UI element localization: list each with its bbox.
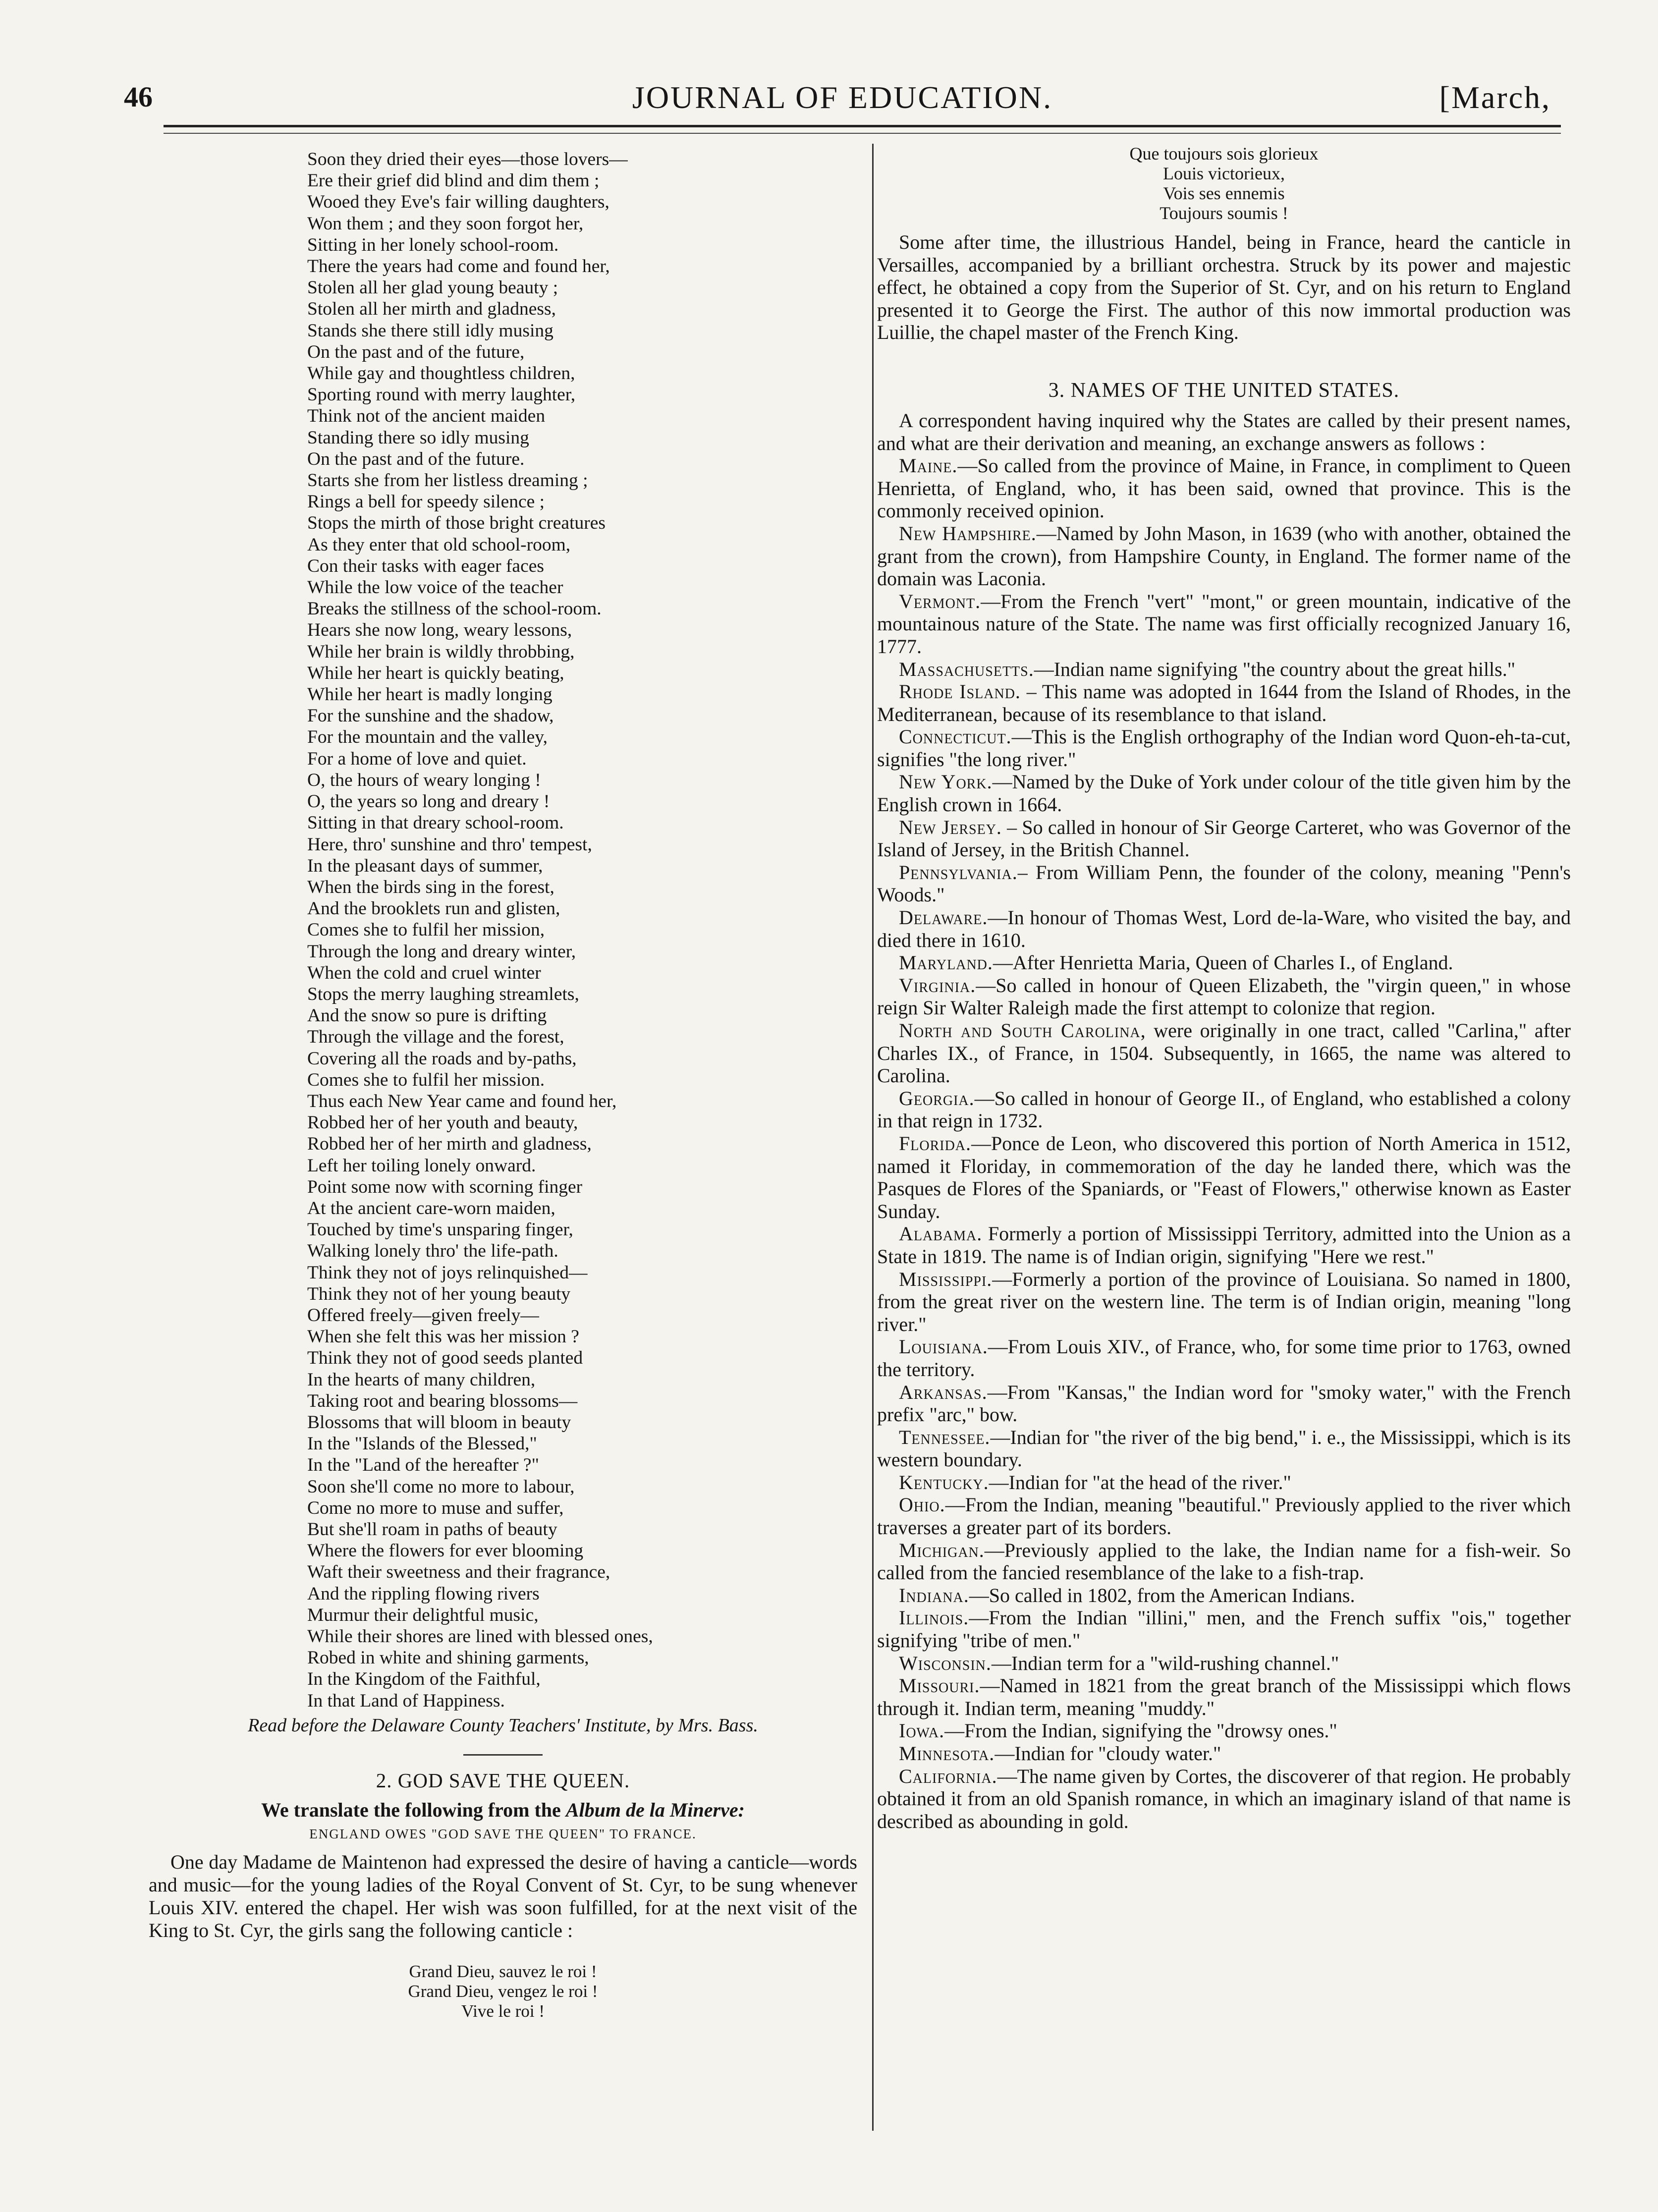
section-3-title: 3. NAMES OF THE UNITED STATES. xyxy=(1048,379,1400,402)
poem-line: As they enter that old school-room, xyxy=(307,534,571,555)
state-description: —So called in honour of George II., of England, who established a colony in that reign in 1732. xyxy=(877,1087,1571,1132)
poem-line: Think they not of joys relinquished— xyxy=(307,1262,588,1283)
handel-paragraph: Some after time, the illustrious Handel, being in France, heard the canticle in Versailles, accompanied by a brilliant orchestra. Struck by its power and majestic effect, he obtained a copy from the Superior of St. Cyr, and on his return to England presented it to George the First. The author of this now immortal production was Luillie, the chapel master of the French King. xyxy=(877,231,1571,344)
poem-line: Robed in white and shining garments, xyxy=(307,1648,589,1668)
state-entry xyxy=(877,658,1571,681)
state-name: Delaware. xyxy=(899,906,988,929)
state-description: —Indian term for a "wild-rushing channel." xyxy=(991,1652,1339,1674)
poem-line: Sitting in her lonely school-room. xyxy=(307,234,559,255)
verse-line: Vive le roi ! xyxy=(461,2001,545,2021)
state-entry xyxy=(877,1606,1571,1652)
verse-line: Louis victorieux, xyxy=(1163,164,1285,183)
state-description: —Named by the Duke of York under colour of the title given him by the English crown in 1664. xyxy=(877,771,1571,816)
poem-line: Wooed they Eve's fair willing daughters, xyxy=(307,192,609,213)
poem-line: Through the long and dreary winter, xyxy=(307,941,576,962)
poem-line: Comes she to fulfil her mission, xyxy=(307,920,545,940)
state-description: – From William Penn, the founder of the colony, meaning "Penn's Woods." xyxy=(877,861,1571,906)
poem-line: Murmur their delightful music, xyxy=(307,1604,539,1625)
state-entry xyxy=(877,1471,1571,1494)
poem-line: Rings a bell for speedy silence ; xyxy=(307,492,545,512)
state-name: Florida. xyxy=(899,1132,972,1155)
poem-line: While her heart is madly longing xyxy=(307,684,553,705)
state-entry xyxy=(877,522,1571,590)
right-column xyxy=(877,144,1571,1832)
poem-line: Where the flowers for ever blooming xyxy=(307,1541,584,1561)
poem-line: Robbed her of her mirth and gladness, xyxy=(307,1134,592,1155)
state-description: —Previously applied to the lake, the Indian name for a fish-weir. So called from the fancied resemblance of the lake to a fish-trap. xyxy=(877,1539,1571,1584)
state-entry xyxy=(877,1381,1571,1426)
poem-line: Stolen all her glad young beauty ; xyxy=(307,277,558,298)
state-name: Virginia. xyxy=(899,974,976,996)
state-description: —After Henrietta Maria, Queen of Charles I., of England. xyxy=(993,951,1453,974)
poem-line: Come no more to muse and suffer, xyxy=(307,1497,564,1518)
poem-line: Taking root and bearing blossoms— xyxy=(307,1390,578,1411)
state-name: Georgia. xyxy=(899,1087,975,1109)
state-description: —Indian for "the river of the big bend," i. e., the Mississippi, which is its western boundary. xyxy=(877,1426,1571,1471)
poem-line: While their shores are lined with blessed ones, xyxy=(307,1626,653,1647)
state-description: —Named by John Mason, in 1639 (who with another, obtained the grant from the crown), from Hampshire County, in England. The former name of the domain was Laconia. xyxy=(877,522,1571,590)
poem-line: O, the years so long and dreary ! xyxy=(307,791,550,812)
left-column xyxy=(149,149,857,2021)
state-entry xyxy=(877,951,1571,974)
poem-line: Walking lonely thro' the life-path. xyxy=(307,1241,558,1262)
poem-line: Touched by time's unsparing finger, xyxy=(307,1219,573,1240)
state-entry xyxy=(877,974,1571,1019)
poem-line: When the birds sing in the forest, xyxy=(307,877,554,897)
state-description: —Indian for "at the head of the river." xyxy=(989,1471,1291,1493)
verse-line: Toujours soumis ! xyxy=(1160,203,1288,223)
state-description: —Formerly a portion of the province of Louisiana. So named in 1800, from the great river on the western line. The term is of Indian origin, meaning "long river." xyxy=(877,1268,1571,1335)
poem-line: Through the village and the forest, xyxy=(307,1027,564,1048)
state-entry xyxy=(877,906,1571,951)
state-description: Formerly a portion of Mississippi Territory, admitted into the Union as a State in 1819. The name is of Indian origin, signifying "Here we rest." xyxy=(877,1222,1571,1268)
poem-line: At the ancient care-worn maiden, xyxy=(307,1198,555,1218)
state-name: Tennessee. xyxy=(899,1426,991,1448)
state-name: California. xyxy=(899,1765,997,1787)
poem-line: Hears she now long, weary lessons, xyxy=(307,620,572,641)
verse-line: Vois ses ennemis xyxy=(1163,183,1285,203)
poem-line: Here, thro' sunshine and thro' tempest, xyxy=(307,834,592,855)
section-2-subhead: ENGLAND OWES "GOD SAVE THE QUEEN" TO FRANCE. xyxy=(309,1826,697,1841)
poem-line: And the rippling flowing rivers xyxy=(307,1583,540,1604)
state-name: Minnesota. xyxy=(899,1742,995,1765)
state-name: Rhode Island. xyxy=(899,680,1021,703)
poem-line: For the sunshine and the shadow, xyxy=(307,706,554,726)
state-entry xyxy=(877,1335,1571,1381)
poem-line: In that Land of Happiness. xyxy=(307,1690,505,1711)
state-name: Michigan. xyxy=(899,1539,985,1561)
state-name: Massachusetts. xyxy=(899,658,1034,680)
state-description: —So called from the province of Maine, in France, in compliment to Queen Henrietta, of England, who, it has been said, owned that province. This is the commonly received opinion. xyxy=(877,454,1571,522)
state-entry xyxy=(877,1268,1571,1336)
state-entry xyxy=(877,1493,1571,1539)
section-2-title: 2. GOD SAVE THE QUEEN. xyxy=(376,1769,630,1792)
state-entry xyxy=(877,1674,1571,1719)
poem-line: While gay and thoughtless children, xyxy=(307,363,575,384)
state-entry xyxy=(877,861,1571,906)
state-description: —Indian for "cloudy water." xyxy=(995,1742,1221,1765)
state-name: Iowa. xyxy=(899,1719,945,1742)
poem-line: Starts she from her listless dreaming ; xyxy=(307,470,588,491)
header-rule-thick xyxy=(164,125,1561,127)
state-entry xyxy=(877,590,1571,658)
poem-line: Stops the merry laughing streamlets, xyxy=(307,984,579,1004)
state-entry xyxy=(877,725,1571,771)
poem-line: And the brooklets run and glisten, xyxy=(307,898,560,919)
poem-line: O, the hours of weary longing ! xyxy=(307,770,541,790)
poem-line: Soon she'll come no more to labour, xyxy=(307,1476,575,1497)
poem-line: Point some now with scorning finger xyxy=(307,1176,583,1197)
poem-line: On the past and of the future. xyxy=(307,448,525,469)
state-description: —From the French "vert" "mont," or green mountain, indicative of the mountainous nature of the State. The name was first officially recognized January 16, 1777. xyxy=(877,590,1571,658)
state-description: —In honour of Thomas West, Lord de-la-Ware, who visited the bay, and died there in 1610. xyxy=(877,906,1571,951)
column-divider xyxy=(872,144,874,2131)
poem-line: In the "Land of the hereafter ?" xyxy=(307,1455,539,1476)
state-description: —The name given by Cortes, the discoverer of that region. He probably obtained it from an old Spanish romance, in which an imaginary island of that name is described as abounding in gold. xyxy=(877,1765,1571,1832)
section-3-intro: A correspondent having inquired why the States are called by their present names, and what are their derivation and meaning, an exchange answers as follows : xyxy=(877,409,1571,454)
poem-line: In the Kingdom of the Faithful, xyxy=(307,1669,541,1690)
poem-line: When she felt this was her mission ? xyxy=(307,1327,579,1347)
state-description: —Indian name signifying "the country about the great hills." xyxy=(1034,658,1516,680)
state-entry xyxy=(877,1426,1571,1471)
poem-line: Con their tasks with eager faces xyxy=(307,555,544,576)
state-entry xyxy=(877,816,1571,861)
verse-line: Grand Dieu, sauvez le roi ! xyxy=(409,1961,597,1981)
poem-line: Blossoms that will bloom in beauty xyxy=(307,1412,571,1433)
poem-line: Won them ; and they soon forgot her, xyxy=(307,213,584,234)
state-name: Connecticut. xyxy=(899,725,1012,748)
state-description: —From the Indian "illini," men, and the French suffix "ois," together signifying "tribe of men." xyxy=(877,1606,1571,1652)
state-entry xyxy=(877,1652,1571,1675)
state-name: Maine. xyxy=(899,454,958,477)
poem-line: Think they not of good seeds planted xyxy=(307,1348,583,1369)
state-entry xyxy=(877,680,1571,725)
state-entry xyxy=(877,771,1571,816)
state-description: – So called in honour of Sir George Carteret, who was Governor of the Island of Jersey, in the British Channel. xyxy=(877,816,1571,861)
poem-line: Comes she to fulfil her mission. xyxy=(307,1069,545,1090)
journal-title: JOURNAL OF EDUCATION. xyxy=(632,80,1053,115)
state-name: Missouri. xyxy=(899,1674,980,1697)
state-description: —So called in honour of Queen Elizabeth, the "virgin queen," in whose reign Sir Walter Raleigh made the first attempt to colonize that region. xyxy=(877,974,1571,1019)
state-name: New Hampshire. xyxy=(899,522,1037,545)
state-description: —From the Indian, meaning "beautiful." Previously applied to the river which traverses a greater part of its borders. xyxy=(877,1493,1571,1539)
state-name: New York. xyxy=(899,771,993,793)
poem-line: There the years had come and found her, xyxy=(307,256,610,277)
state-name: New Jersey. xyxy=(899,816,1002,838)
poem-byline: Read before the Delaware County Teachers' Institute, by Mrs. Bass. xyxy=(248,1714,758,1736)
section-2-intro xyxy=(149,1798,857,1822)
poem-line: Standing there so idly musing xyxy=(307,427,529,448)
poem xyxy=(307,149,857,1712)
poem-line: Soon they dried their eyes—those lovers— xyxy=(307,149,628,169)
state-description: —This is the English orthography of the Indian word Quon-eh-ta-cut, signifies "the long river." xyxy=(877,725,1571,771)
state-name: Vermont. xyxy=(899,590,981,612)
section-2-paragraph: One day Madame de Maintenon had expressed the desire of having a canticle—words and music—for the young ladies of the Royal Convent of St. Cyr, to be sung whenever Louis XIV. entered the chapel. Her wish was soon fulfilled, for at the next visit of the King to St. Cyr, the girls sang the following canticle : xyxy=(149,1850,857,1941)
state-entry xyxy=(877,1539,1571,1584)
poem-line: But she'll roam in paths of beauty xyxy=(307,1519,557,1540)
poem-line: In the hearts of many children, xyxy=(307,1369,536,1390)
state-name: Arkansas. xyxy=(899,1381,988,1403)
poem-line: Waft their sweetness and their fragrance, xyxy=(307,1562,610,1583)
poem-line: Left her toiling lonely onward. xyxy=(307,1155,536,1176)
poem-line: For a home of love and quiet. xyxy=(307,748,527,769)
section-separator xyxy=(463,1754,543,1756)
state-name: Wisconsin. xyxy=(899,1652,992,1674)
issue-month: [March, xyxy=(1439,80,1551,115)
state-entry xyxy=(877,1742,1571,1765)
poem-line: And the snow so pure is drifting xyxy=(307,1005,547,1026)
state-entry xyxy=(877,1584,1571,1607)
state-entry xyxy=(877,1019,1571,1087)
poem-line: Robbed her of her youth and beauty, xyxy=(307,1112,578,1133)
state-description: – This name was adopted in 1644 from the Island of Rhodes, in the Mediterranean, because of its resemblance to that island. xyxy=(877,680,1571,725)
header-rule-thin xyxy=(164,133,1561,134)
poem-line: Offered freely—given freely— xyxy=(307,1305,539,1326)
poem-line: Sitting in that dreary school-room. xyxy=(307,813,564,833)
state-name: Illinois. xyxy=(899,1606,969,1629)
state-description: —From Louis XIV., of France, who, for some time prior to 1763, owned the territory. xyxy=(877,1335,1571,1381)
poem-line: Stolen all her mirth and gladness, xyxy=(307,299,556,320)
state-description: were originally in one tract, called "Carlina," after Charles IX., of France, in 1504. Subsequently, in 1665, the name was altered to Carolina. xyxy=(877,1019,1571,1087)
state-name: Louisiana. xyxy=(899,1335,988,1358)
state-description: —Ponce de Leon, who discovered this portion of North America in 1512, named it Floriday, in commemoration of the day he landed there, which was the Pasques de Flores of the Spaniards, or "Feast of Flowers," otherwise known as Easter Sunday. xyxy=(877,1132,1571,1222)
poem-line: Thus each New Year came and found her, xyxy=(307,1091,617,1111)
intro-source: Album de la Minerve: xyxy=(565,1798,745,1821)
poem-line: Sporting round with merry laughter, xyxy=(307,385,576,405)
poem-line: While her brain is wildly throbbing, xyxy=(307,641,575,662)
state-entry xyxy=(877,1087,1571,1132)
poem-line: On the past and of the future, xyxy=(307,341,525,362)
state-description: —So called in 1802, from the American Indians. xyxy=(969,1584,1355,1606)
page-number: 46 xyxy=(124,81,153,113)
state-description: —Named in 1821 from the great branch of the Mississippi which flows through it. Indian term, meaning "muddy." xyxy=(877,1674,1571,1719)
state-name: Pennsylvania. xyxy=(899,861,1018,884)
poem-line: In the "Islands of the Blessed," xyxy=(307,1434,537,1454)
poem-line: Think not of the ancient maiden xyxy=(307,406,546,427)
state-name: North and South Carolina, xyxy=(899,1019,1146,1042)
verse-line: Grand Dieu, vengez le roi ! xyxy=(408,1981,598,2001)
poem-line: While her heart is quickly beating, xyxy=(307,663,564,683)
poem-line: While the low voice of the teacher xyxy=(307,577,563,598)
poem-line: Covering all the roads and by-paths, xyxy=(307,1048,577,1069)
canticle-verse-continued xyxy=(877,144,1571,223)
poem-line: Breaks the stillness of the school-room. xyxy=(307,599,602,619)
intro-text: We translate the following from the xyxy=(261,1798,561,1821)
page-header xyxy=(124,74,1561,129)
state-entry xyxy=(877,1719,1571,1742)
state-name: Maryland. xyxy=(899,951,993,974)
poem-line: In the pleasant days of summer, xyxy=(307,855,543,876)
state-name: Mississippi. xyxy=(899,1268,993,1290)
poem-line: Stops the mirth of those bright creatures xyxy=(307,513,606,534)
state-entry xyxy=(877,1132,1571,1222)
state-name: Alabama. xyxy=(899,1222,983,1245)
state-name: Ohio. xyxy=(899,1493,945,1516)
poem-line: When the cold and cruel winter xyxy=(307,962,541,983)
state-entry xyxy=(877,454,1571,522)
state-name: Kentucky. xyxy=(899,1471,989,1493)
poem-line: For the mountain and the valley, xyxy=(307,727,548,748)
poem-line: Think they not of her young beauty xyxy=(307,1283,571,1304)
canticle-verse xyxy=(149,1962,857,2021)
state-description: —From the Indian, signifying the "drowsy ones." xyxy=(944,1719,1337,1742)
state-description: —From "Kansas," the Indian word for "smoky water," with the French prefix "arc," bow. xyxy=(877,1381,1571,1426)
poem-line: Stands she there still idly musing xyxy=(307,320,553,341)
state-entry xyxy=(877,1765,1571,1833)
state-name-entries xyxy=(877,454,1571,1832)
state-entry xyxy=(877,1222,1571,1268)
verse-line: Que toujours sois glorieux xyxy=(1129,144,1319,164)
poem-line: Ere their grief did blind and dim them ; xyxy=(307,170,600,191)
state-name: Indiana. xyxy=(899,1584,969,1606)
